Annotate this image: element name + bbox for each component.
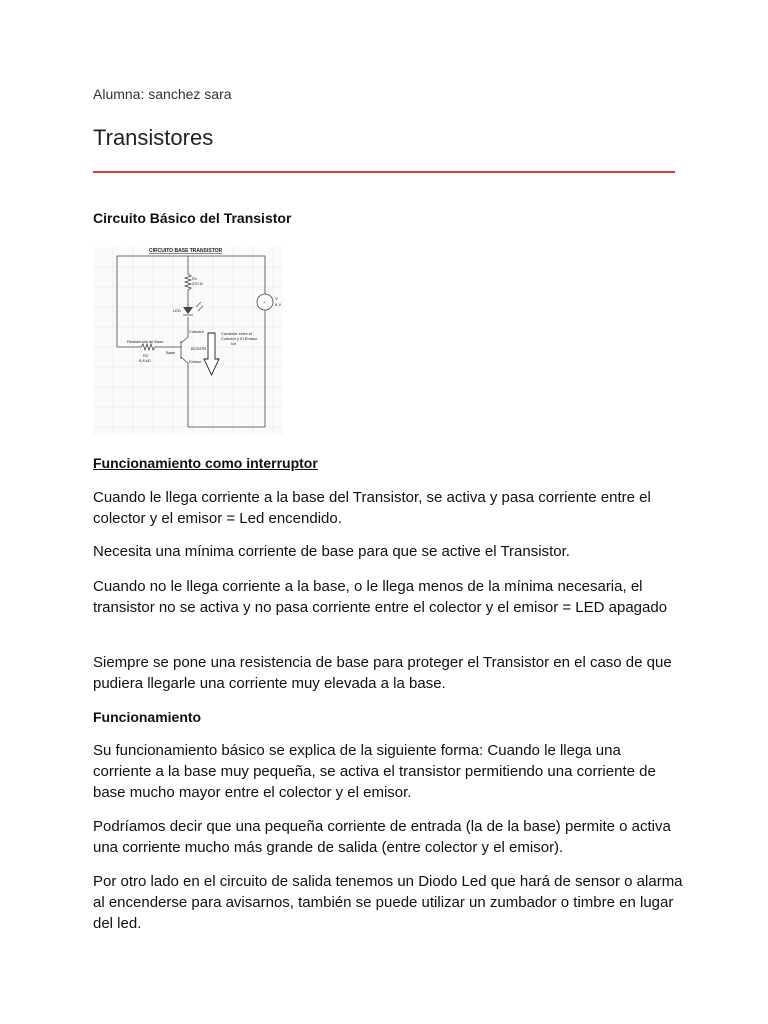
emisor-label: Emisor (189, 359, 202, 364)
current-note-2: Colector y El Emisor (221, 336, 258, 341)
base-label: Base (166, 350, 176, 355)
section-heading-switch: Funcionamiento como interruptor (93, 455, 318, 471)
current-arrow-icon (204, 333, 219, 375)
paragraph-1: Cuando le llega corriente a la base del Transistor, se activa y pasa corriente entre el colector y el emisor = Led encendido. (93, 489, 651, 527)
led-label: LED (173, 308, 181, 313)
paragraph-6: Podríamos decir que una pequeña corriente de entrada (la de la base) permite o activa una corriente mucho más grande de salida (entre colector y el emisor). (93, 818, 671, 856)
colector-label: Colector (189, 329, 204, 334)
r2-label: R2 (143, 353, 149, 358)
student-name: Alumna: sanchez sara (93, 86, 232, 102)
led-symbol (183, 307, 193, 314)
title-divider (93, 171, 675, 173)
voltage-plus-icon: + (263, 300, 266, 305)
current-note-1: Corriente entre el (221, 331, 252, 336)
paragraph-5: Su funcionamiento básico se explica de la siguiente forma: Cuando le llega una corriente a la base muy pequeña, se activa el transistor permitiendo una corriente de base mucho mayor entre el colector y el emisor. (93, 742, 656, 801)
section-heading-functioning: Funcionamiento (93, 709, 202, 725)
voltage-label: V (275, 296, 278, 301)
current-note-3: Ice (231, 341, 237, 346)
paragraph-7: Por otro lado en el circuito de salida tenemos un Diodo Led que hará de sensor o alarma al encenderse para avisarnos, también se puede utilizar un zumbador o timbre en lugar del led. (93, 873, 683, 932)
base-resistor-label: Resistencia de Base (127, 339, 164, 344)
section-heading-circuit: Circuito Básico del Transistor (93, 210, 292, 226)
led-ray (196, 302, 201, 307)
paragraph-3: Cuando no le llega corriente a la base, o le llega menos de la mínima necesaria, el transistor no se activa y no pasa corriente entre el colector y el emisor = LED apagado (93, 578, 668, 616)
circuit-diagram-svg (93, 247, 283, 435)
page-title: Transistores (93, 125, 214, 150)
r1-value: 220 Ω (192, 281, 203, 286)
r1-label: R1 (192, 276, 198, 281)
r2-value: 6,8 kΩ (139, 358, 151, 363)
circuit-diagram (93, 247, 283, 435)
voltage-value: 6 V (275, 302, 282, 307)
transistor-label: BC547B (191, 346, 206, 351)
resistor-r1 (185, 274, 191, 290)
diagram-title: CIRCUITO BASE TRANSISTOR (149, 248, 223, 254)
paragraph-4: Siempre se pone una resistencia de base para proteger el Transistor en el caso de que pudiera llegarle una corriente muy elevada a la base. (93, 654, 672, 692)
paragraph-2: Necesita una mínima corriente de base para que se active el Transistor. (93, 543, 570, 560)
